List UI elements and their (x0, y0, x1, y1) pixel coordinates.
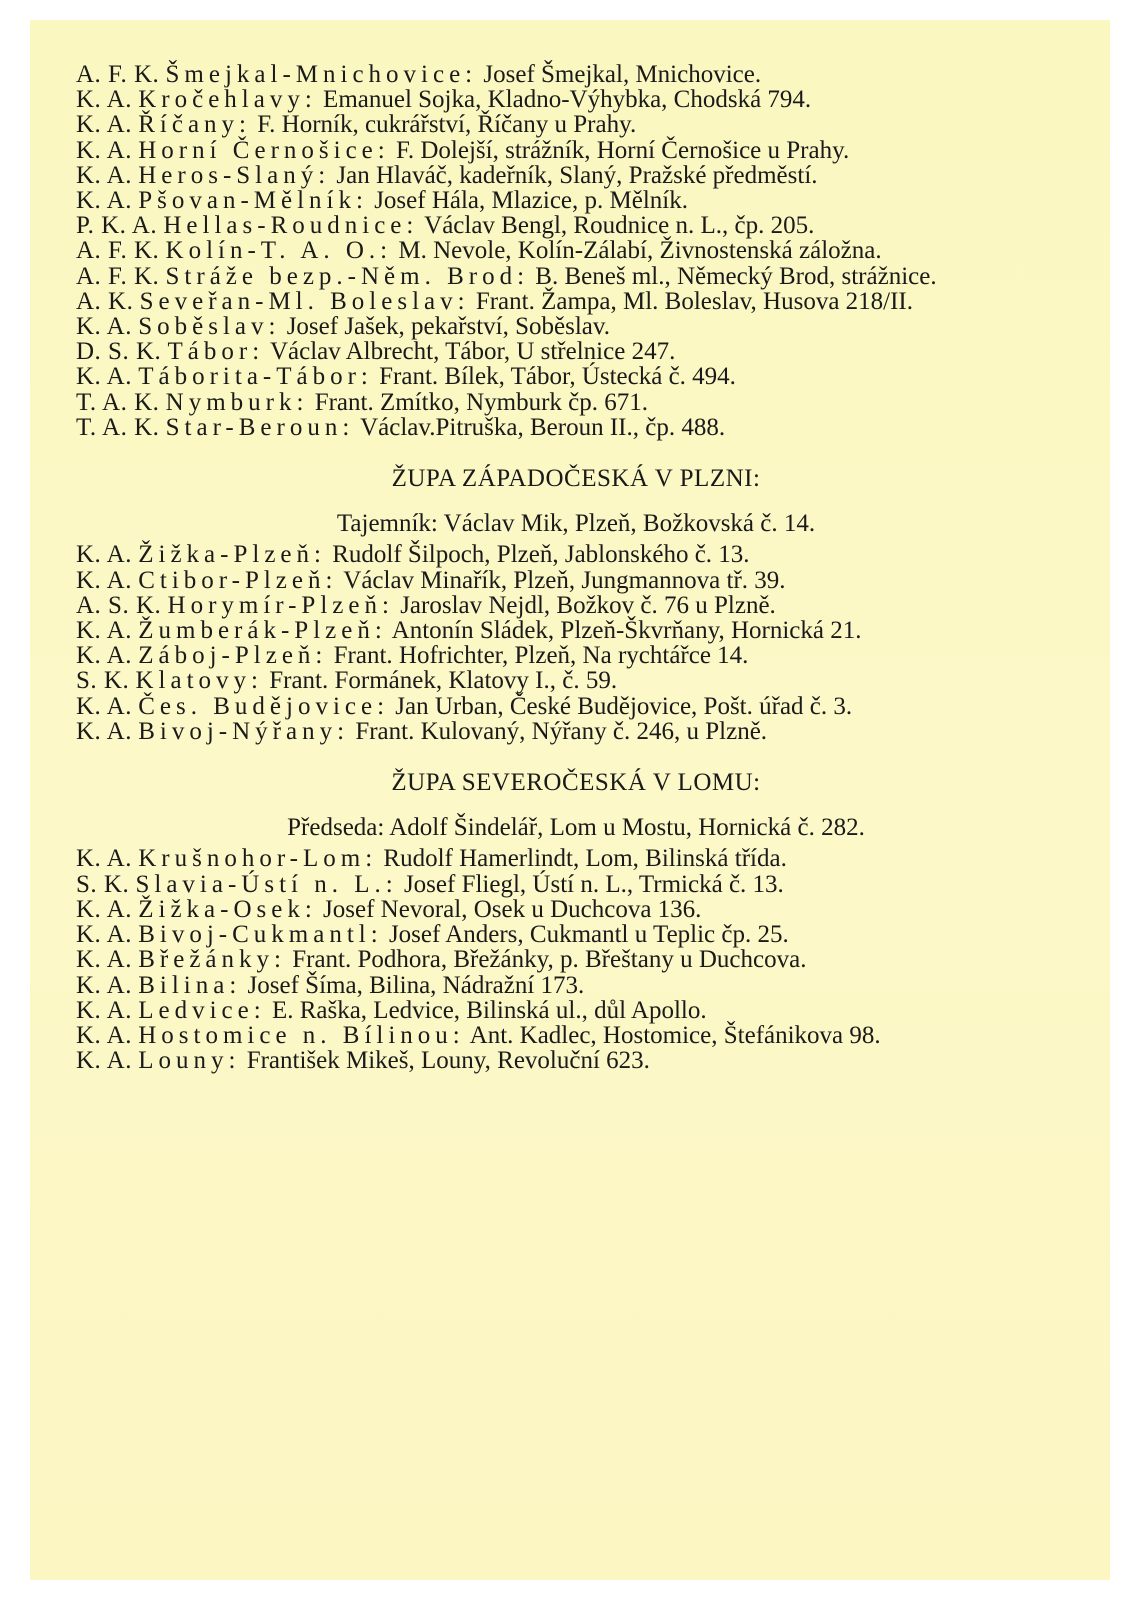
list-item (76, 415, 1076, 440)
list-item (76, 364, 1076, 389)
club-directory (76, 62, 1076, 1073)
club-abbreviation: K. A. (76, 642, 132, 670)
club-name: Žižka-Osek: (138, 895, 317, 923)
list-item (76, 668, 1076, 693)
club-name: Horymír-Plzeň: (167, 591, 394, 619)
club-name: Pšovan-Mělník: (138, 187, 368, 215)
list-item (76, 138, 1076, 163)
list-item (76, 719, 1076, 744)
club-name: Ledvice: (138, 996, 266, 1024)
section-officer: Předseda: Adolf Šindelář, Lom u Mostu, Hornická č. 282. (287, 814, 865, 842)
club-abbreviation: K. A. (76, 566, 132, 594)
club-name: Čes. Budějovice: (138, 692, 390, 720)
club-contact: Václav Minařík, Plzeň, Jungmannova tř. 39. (343, 566, 786, 594)
section-officer: Tajemník: Václav Mik, Plzeň, Božkovská č. 14. (336, 510, 816, 538)
club-abbreviation: K. A. (76, 921, 132, 949)
club-name: Louny: (138, 1047, 241, 1075)
club-contact: Václav Albrecht, Tábor, U střelnice 247. (269, 338, 676, 366)
club-abbreviation: A. F. K. (76, 61, 160, 88)
club-contact: Frant. Kulovaný, Nýřany č. 246, u Plzně. (355, 717, 768, 745)
club-name: Žižka-Plzeň: (138, 541, 326, 569)
club-abbreviation: K. A. (76, 161, 132, 189)
club-abbreviation: K. A. (76, 692, 132, 720)
club-abbreviation: K. A. (76, 895, 132, 923)
club-abbreviation: K. A. (76, 111, 132, 139)
club-name: Klatovy: (135, 667, 263, 695)
club-contact: Frant. Zmítko, Nymburk čp. 671. (314, 388, 648, 416)
club-contact: Josef Jašek, pekařství, Soběslav. (286, 313, 611, 341)
club-abbreviation: A. F. K. (76, 237, 160, 265)
club-abbreviation: K. A. (76, 313, 132, 341)
club-name: Star-Beroun: (165, 413, 355, 441)
list-item (76, 922, 1076, 947)
club-name: Záboj-Plzeň: (138, 642, 328, 670)
club-abbreviation: A. F. K. (76, 262, 160, 290)
club-contact: Frant. Formánek, Klatovy I., č. 59. (269, 667, 618, 695)
club-contact: Josef Anders, Cukmantl u Teplic čp. 25. (388, 921, 789, 949)
list-item (76, 62, 1076, 87)
section-heading: ŽUPA ZÁPADOČESKÁ V PLZNI: (391, 465, 761, 493)
club-name: Šmejkal-Mnichovice: (165, 61, 478, 88)
club-name: Horní Černošice: (138, 136, 390, 164)
club-contact: Jaroslav Nejdl, Božkov č. 76 u Plzně. (400, 591, 776, 619)
club-contact: F. Dolejší, strážník, Horní Černošice u Prahy. (395, 136, 850, 164)
list-item (76, 264, 1076, 289)
club-abbreviation: K. A. (76, 1047, 132, 1075)
club-contact: Václav Bengl, Roudnice n. L., čp. 205. (424, 212, 815, 240)
club-abbreviation: K. A. (76, 136, 132, 164)
club-name: Bivoj-Nýřany: (138, 717, 350, 745)
club-contact: B. Beneš ml., Německý Brod, strážnice. (535, 262, 937, 290)
club-abbreviation: K. A. (76, 617, 132, 645)
club-abbreviation: A. S. K. (76, 591, 162, 619)
club-name: Ctibor-Plzeň: (138, 566, 338, 594)
club-abbreviation: K. A. (76, 946, 132, 974)
list-item (76, 694, 1076, 719)
list-item (76, 1048, 1076, 1073)
club-contact: Jan Urban, České Budějovice, Pošt. úřad č. 3. (395, 692, 853, 720)
club-name: Heros-Slaný: (138, 161, 331, 189)
list-item (76, 238, 1076, 263)
list-item (76, 87, 1076, 112)
club-name: Nymburk: (165, 388, 309, 416)
club-abbreviation: S. K. (76, 870, 130, 898)
list-item (76, 163, 1076, 188)
club-contact: Emanuel Sojka, Kladno-Výhybka, Chodská 794. (323, 86, 812, 114)
club-abbreviation: K. A. (76, 541, 132, 569)
club-abbreviation: K. A. (76, 996, 132, 1024)
club-abbreviation: K. A. (76, 717, 132, 745)
club-contact: František Mikeš, Louny, Revoluční 623. (246, 1047, 650, 1075)
list-item (76, 643, 1076, 668)
list-item (76, 1023, 1076, 1048)
list-item (76, 542, 1076, 567)
club-name: Táborita-Tábor: (138, 363, 373, 391)
club-contact: Josef Šmejkal, Mnichovice. (483, 61, 762, 88)
club-abbreviation: A. K. (76, 287, 134, 315)
club-abbreviation: P. K. A. (76, 212, 158, 240)
list-item (76, 593, 1076, 618)
club-contact: F. Horník, cukrářství, Říčany u Prahy. (257, 111, 637, 139)
club-contact: Josef Šíma, Bilina, Nádražní 173. (247, 971, 585, 999)
club-name: Soběslav: (138, 313, 281, 341)
club-abbreviation: K. A. (76, 187, 132, 215)
scanned-page (30, 20, 1110, 1580)
list-item (76, 973, 1076, 998)
club-name: Bilina: (138, 971, 242, 999)
club-name: Stráže bezp.-Něm. Brod: (165, 262, 530, 290)
list-item (76, 846, 1076, 871)
list-item (76, 390, 1076, 415)
list-item (76, 998, 1076, 1023)
club-contact: Frant. Žampa, Ml. Boleslav, Husova 218/II. (475, 287, 914, 315)
list-item (76, 339, 1076, 364)
club-name: Kročehlavy: (138, 86, 317, 114)
club-abbreviation: T. A. K. (76, 413, 160, 441)
club-abbreviation: K. A. (76, 971, 132, 999)
club-contact: Frant. Podhora, Břežánky, p. Břeštany u Duchcova. (292, 946, 807, 974)
club-name: Břežánky: (138, 946, 286, 974)
section-continued (76, 62, 1076, 440)
club-name: Žumberák-Plzeň: (138, 617, 387, 645)
club-abbreviation: K. A. (76, 363, 132, 391)
club-abbreviation: T. A. K. (76, 388, 160, 416)
club-abbreviation: K. A. (76, 1021, 132, 1049)
club-name: Slavia-Ústí n. L.: (135, 870, 398, 898)
section-zupa-severoceska (76, 770, 1076, 1073)
club-name: Hostomice n. Bílinou: (138, 1021, 465, 1049)
club-name: Bivoj-Cukmantl: (138, 921, 383, 949)
club-contact: Josef Hála, Mlazice, p. Mělník. (374, 187, 688, 215)
club-contact: Josef Fliegl, Ústí n. L., Trmická č. 13. (403, 870, 784, 898)
list-item (76, 112, 1076, 137)
club-abbreviation: S. K. (76, 667, 130, 695)
list-item (76, 872, 1076, 897)
list-item (76, 213, 1076, 238)
list-item (76, 947, 1076, 972)
club-contact: Rudolf Šilpoch, Plzeň, Jablonského č. 13. (332, 541, 750, 569)
club-contact: Josef Nevoral, Osek u Duchcova 136. (323, 895, 702, 923)
list-item (76, 618, 1076, 643)
club-abbreviation: D. S. K. (76, 338, 162, 366)
club-contact: Rudolf Hamerlindt, Lom, Bilinská třída. (383, 845, 787, 873)
list-item (76, 897, 1076, 922)
club-name: Kolín-T. A. O.: (165, 237, 393, 265)
list-item (76, 314, 1076, 339)
club-name: Seveřan-Ml. Boleslav: (139, 287, 470, 315)
club-name: Hellas-Roudnice: (163, 212, 419, 240)
list-item (76, 568, 1076, 593)
club-contact: Antonín Sládek, Plzeň-Škvrňany, Hornická 21. (391, 617, 862, 645)
club-name: Tábor: (167, 338, 265, 366)
club-name: Krušnohor-Lom: (138, 845, 378, 873)
club-contact: Frant. Bílek, Tábor, Ústecká č. 494. (379, 363, 736, 391)
club-contact: E. Raška, Ledvice, Bilinská ul., důl Apollo. (271, 996, 707, 1024)
section-heading: ŽUPA SEVEROČESKÁ V LOMU: (391, 769, 761, 797)
club-abbreviation: K. A. (76, 845, 132, 873)
section-zupa-zapadoceska (76, 466, 1076, 744)
list-item (76, 188, 1076, 213)
club-contact: M. Nevole, Kolín-Zálabí, Živnostenská záložna. (398, 237, 882, 265)
club-contact: Ant. Kadlec, Hostomice, Štefánikova 98. (469, 1021, 881, 1049)
list-item (76, 289, 1076, 314)
club-contact: Jan Hlaváč, kadeřník, Slaný, Pražské předměstí. (336, 161, 818, 189)
club-abbreviation: K. A. (76, 86, 132, 114)
club-contact: Václav.Pitruška, Beroun II., čp. 488. (360, 413, 726, 441)
club-name: Říčany: (138, 111, 251, 139)
club-contact: Frant. Hofrichter, Plzeň, Na rychtářce 14. (333, 642, 749, 670)
